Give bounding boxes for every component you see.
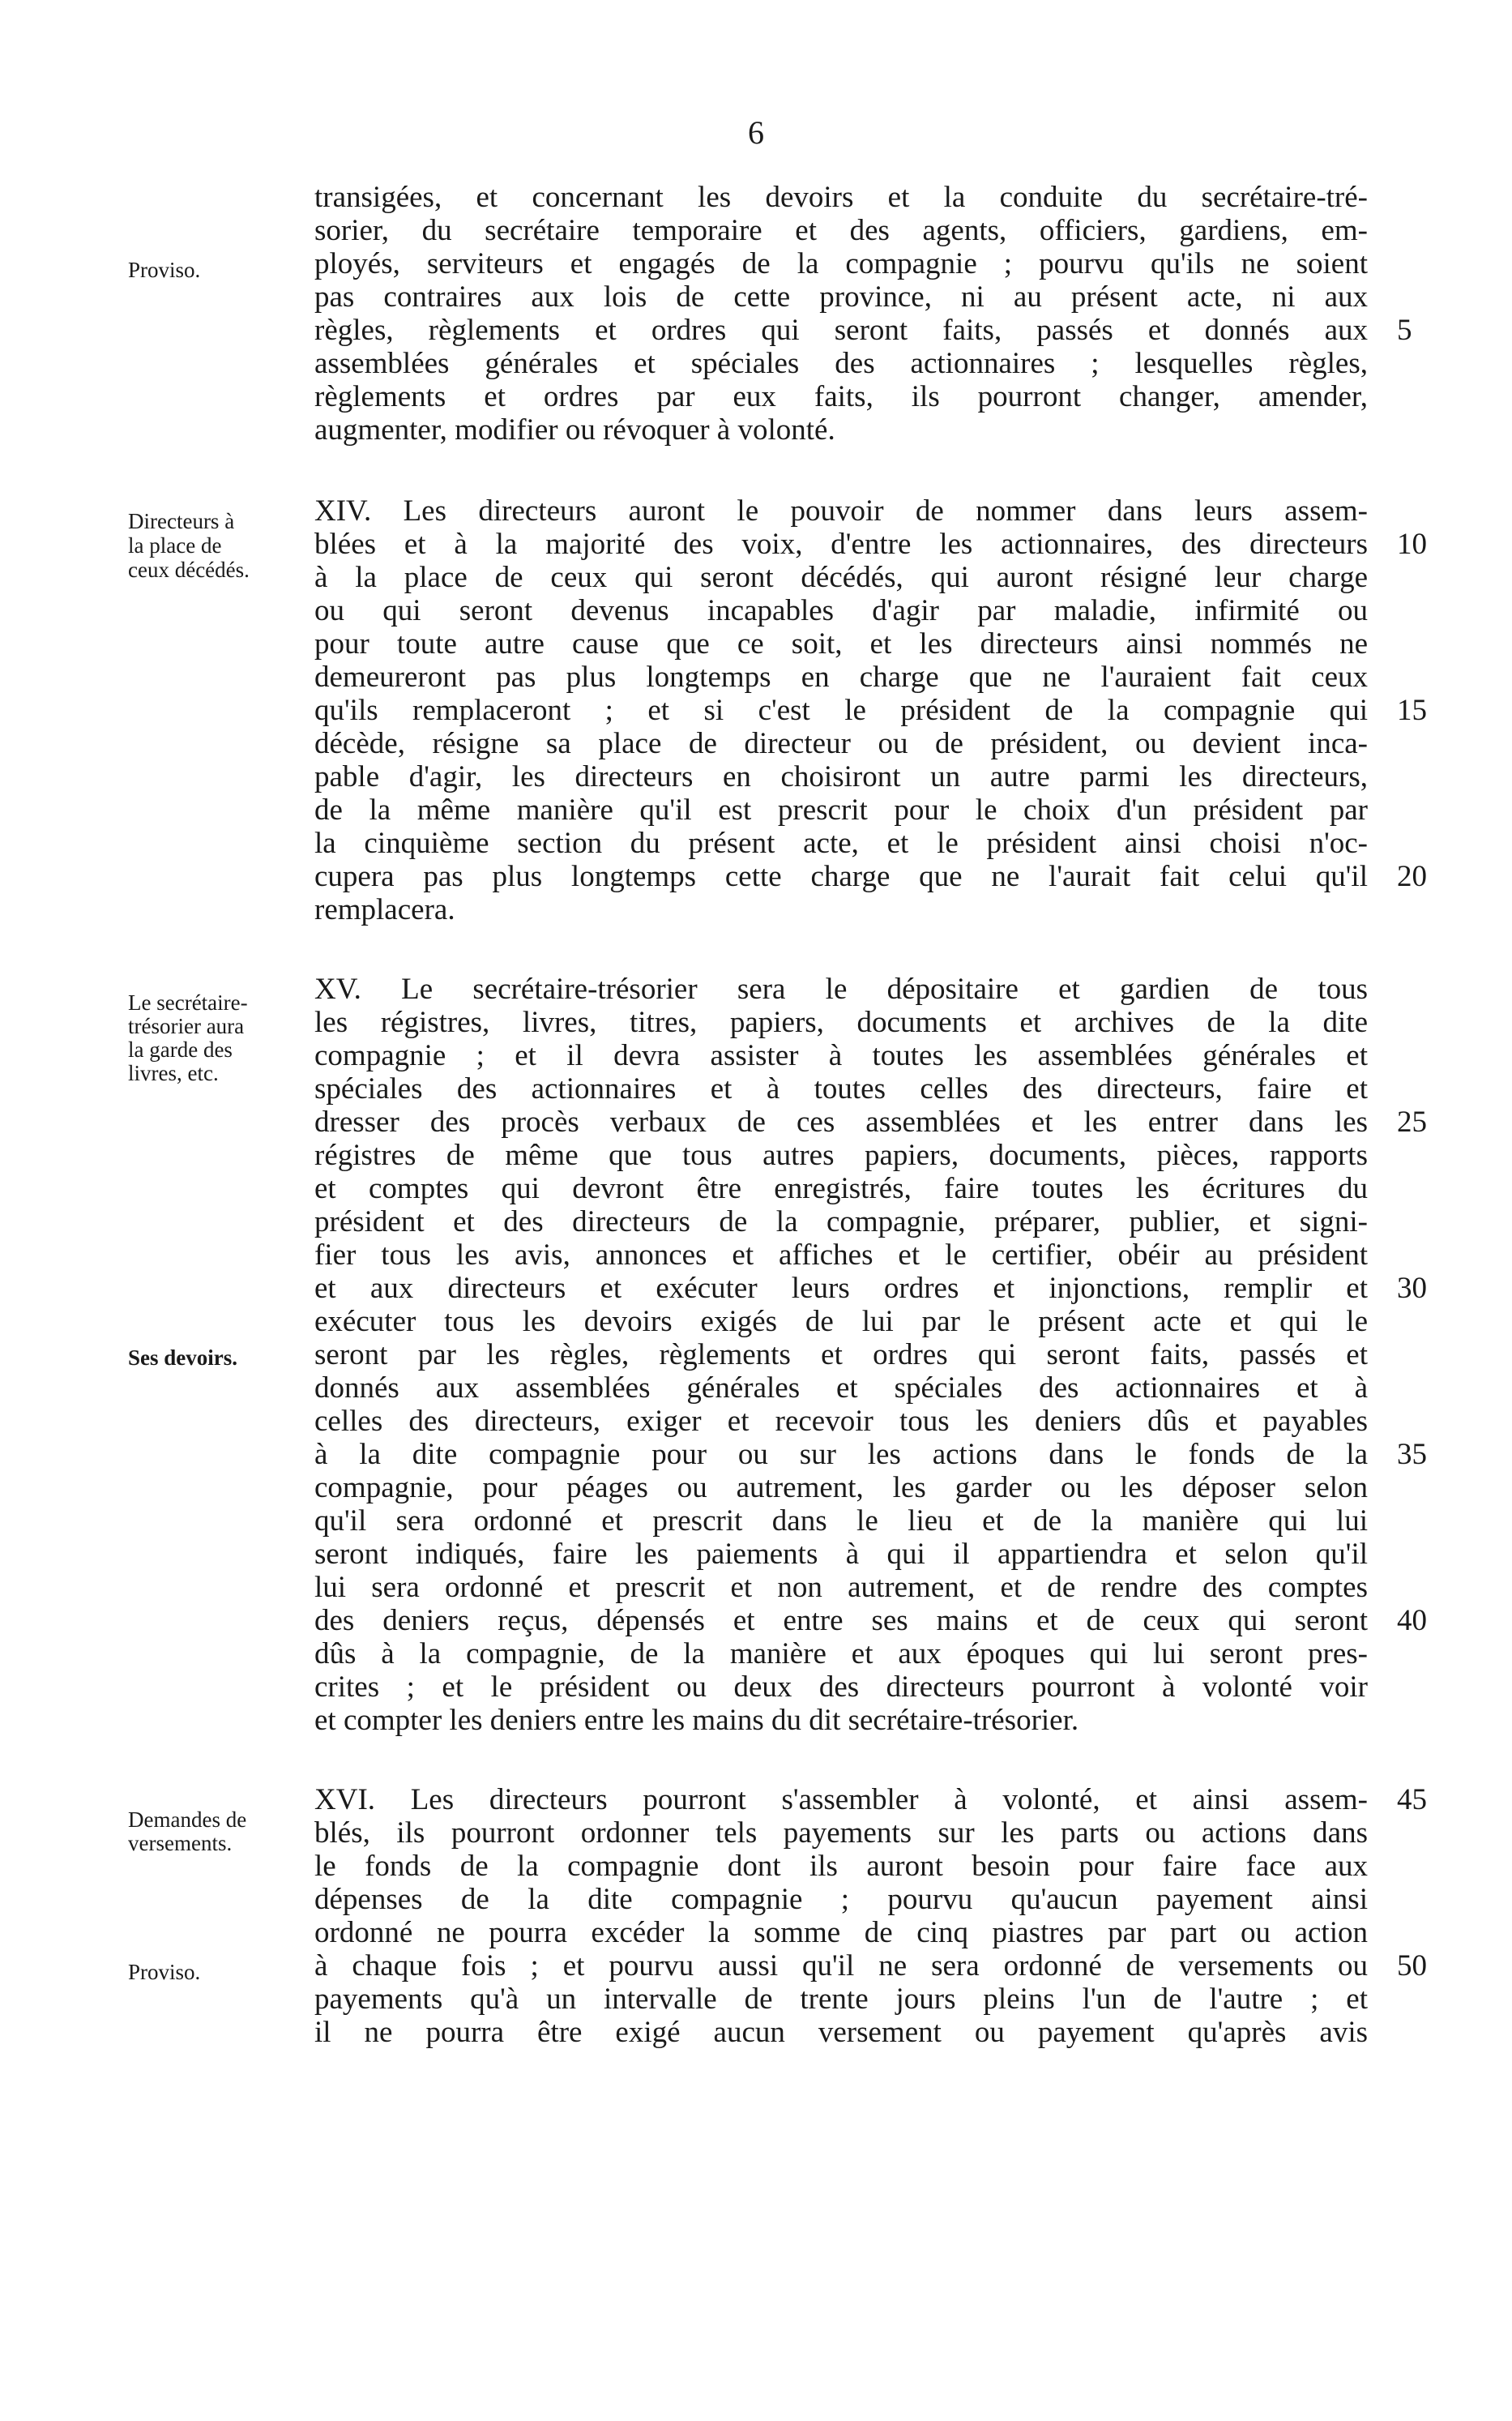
text-line: ployés, serviteurs et engagés de la compagnie ; pourvu qu'ils ne soient xyxy=(314,247,1368,280)
text-line: règlements et ordres par eux faits, ils pourront changer, amender, xyxy=(314,380,1368,413)
text-line: seront par les règles, règlements et ordres qui seront faits, passés et xyxy=(314,1338,1368,1371)
text-line: transigées, et concernant les devoirs et la conduite du secrétaire-tré- xyxy=(314,181,1368,214)
line-number: 50 xyxy=(1397,1949,1427,1983)
text-line: la cinquième section du présent acte, et le président ainsi choisi n'oc- xyxy=(314,827,1368,860)
text-line: exécuter tous les devoirs exigés de lui par le présent acte et qui le xyxy=(314,1305,1368,1338)
text-line: blés, ils pourront ordonner tels payements sur les parts ou actions dans xyxy=(314,1816,1368,1850)
margin-note: la garde des xyxy=(128,1037,233,1062)
text-line: spéciales des actionnaires et à toutes celles des directeurs, faire et xyxy=(314,1072,1368,1106)
text-line: dûs à la compagnie, de la manière et aux époques qui lui seront pres- xyxy=(314,1637,1368,1670)
margin-note: Proviso. xyxy=(128,258,201,282)
line-number: 30 xyxy=(1397,1272,1427,1305)
text-line: ordonné ne pourra excéder la somme de cinq piastres par part ou action xyxy=(314,1916,1368,1949)
text-line: dépenses de la dite compagnie ; pourvu qu'aucun payement ainsi xyxy=(314,1883,1368,1916)
text-line: seront indiqués, faire les paiements à qui il appartiendra et selon qu'il xyxy=(314,1538,1368,1571)
text-line: compagnie, pour péages ou autrement, les garder ou les déposer selon xyxy=(314,1471,1368,1504)
text-line: augmenter, modifier ou révoquer à volonté. xyxy=(314,413,835,447)
page-number: 6 xyxy=(748,114,764,151)
text-line: demeureront pas plus longtemps en charge que ne l'auraient fait ceux xyxy=(314,661,1368,694)
text-line: celles des directeurs, exiger et recevoir tous les deniers dûs et payables xyxy=(314,1405,1368,1438)
text-line: de la même manière qu'il est prescrit pour le choix d'un président par xyxy=(314,793,1368,827)
text-line: donnés aux assemblées générales et spéciales des actionnaires et à xyxy=(314,1371,1368,1405)
text-line: président et des directeurs de la compagnie, préparer, publier, et signi- xyxy=(314,1205,1368,1238)
text-line: qu'il sera ordonné et prescrit dans le lieu et de la manière qui lui xyxy=(314,1504,1368,1538)
text-line: assemblées générales et spéciales des actionnaires ; lesquelles règles, xyxy=(314,347,1368,380)
text-line: XVI. Les directeurs pourront s'assembler à volonté, et ainsi assem- xyxy=(314,1783,1368,1816)
margin-note: versements. xyxy=(128,1831,233,1855)
text-line: à la dite compagnie pour ou sur les actions dans le fonds de la xyxy=(314,1438,1368,1471)
text-line: à chaque fois ; et pourvu aussi qu'il ne sera ordonné de versements ou xyxy=(314,1949,1368,1983)
line-number: 5 xyxy=(1397,314,1412,347)
text-line: le fonds de la compagnie dont ils auront besoin pour faire face aux xyxy=(314,1850,1368,1883)
text-line: lui sera ordonné et prescrit et non autrement, et de rendre des comptes xyxy=(314,1571,1368,1604)
margin-note: trésorier aura xyxy=(128,1014,245,1038)
line-number: 40 xyxy=(1397,1604,1427,1637)
text-line: et comptes qui devront être enregistrés, faire toutes les écritures du xyxy=(314,1172,1368,1205)
margin-note: Directeurs à xyxy=(128,509,235,533)
line-number: 35 xyxy=(1397,1438,1427,1471)
line-number: 25 xyxy=(1397,1106,1427,1139)
text-line: pable d'agir, les directeurs en choisiront un autre parmi les directeurs, xyxy=(314,760,1368,793)
text-line: ou qui seront devenus incapables d'agir par maladie, infirmité ou xyxy=(314,594,1368,627)
text-line: pas contraires aux lois de cette province, ni au présent acte, ni aux xyxy=(314,280,1368,314)
text-line: fier tous les avis, annonces et affiches et le certifier, obéir au président xyxy=(314,1238,1368,1272)
text-line: à la place de ceux qui seront décédés, qui auront résigné leur charge xyxy=(314,561,1368,594)
margin-note: Ses devoirs. xyxy=(128,1345,237,1370)
text-line: cupera pas plus longtemps cette charge que ne l'aurait fait celui qu'il xyxy=(314,860,1368,893)
text-line: les régistres, livres, titres, papiers, documents et archives de la dite xyxy=(314,1006,1368,1039)
text-line: XV. Le secrétaire-trésorier sera le dépositaire et gardien de tous xyxy=(314,973,1368,1006)
text-line: payements qu'à un intervalle de trente jours pleins l'un de l'autre ; et xyxy=(314,1983,1368,2016)
margin-note: Proviso. xyxy=(128,1960,201,1984)
text-line: crites ; et le président ou deux des directeurs pourront à volonté voir xyxy=(314,1670,1368,1704)
text-line: XIV. Les directeurs auront le pouvoir de nommer dans leurs assem- xyxy=(314,494,1368,528)
margin-note: livres, etc. xyxy=(128,1061,219,1085)
text-line: sorier, du secrétaire temporaire et des agents, officiers, gardiens, em- xyxy=(314,214,1368,247)
text-line: des deniers reçus, dépensés et entre ses mains et de ceux qui seront xyxy=(314,1604,1368,1637)
line-number: 15 xyxy=(1397,694,1427,727)
margin-note: ceux décédés. xyxy=(128,558,250,582)
margin-note: Demandes de xyxy=(128,1807,247,1832)
text-line: régistres de même que tous autres papiers, documents, pièces, rapports xyxy=(314,1139,1368,1172)
text-line: qu'ils remplaceront ; et si c'est le président de la compagnie qui xyxy=(314,694,1368,727)
text-line: blées et à la majorité des voix, d'entre les actionnaires, des directeurs xyxy=(314,528,1368,561)
line-number: 20 xyxy=(1397,860,1427,893)
text-line: et aux directeurs et exécuter leurs ordres et injonctions, remplir et xyxy=(314,1272,1368,1305)
text-line: dresser des procès verbaux de ces assemblées et les entrer dans les xyxy=(314,1106,1368,1139)
text-line: pour toute autre cause que ce soit, et les directeurs ainsi nommés ne xyxy=(314,627,1368,661)
text-line: remplacera. xyxy=(314,893,455,926)
text-line: il ne pourra être exigé aucun versement ou payement qu'après avis xyxy=(314,2016,1368,2049)
line-number: 10 xyxy=(1397,528,1427,561)
margin-note: Le secrétaire- xyxy=(128,990,248,1015)
text-line: et compter les deniers entre les mains du dit secrétaire-trésorier. xyxy=(314,1704,1079,1737)
margin-note: la place de xyxy=(128,533,222,558)
text-line: règles, règlements et ordres qui seront faits, passés et donnés aux xyxy=(314,314,1368,347)
line-number: 45 xyxy=(1397,1783,1427,1816)
text-line: décède, résigne sa place de directeur ou de président, ou devient inca- xyxy=(314,727,1368,760)
text-line: compagnie ; et il devra assister à toutes les assemblées générales et xyxy=(314,1039,1368,1072)
